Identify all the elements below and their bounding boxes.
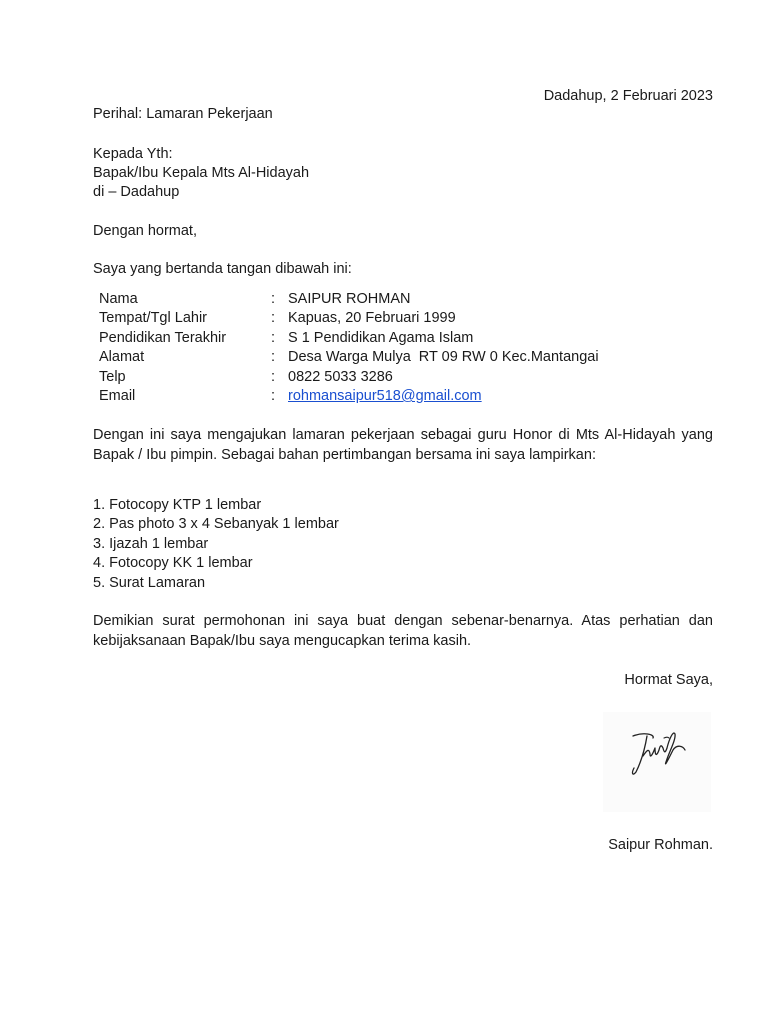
field-label: Nama	[99, 291, 138, 307]
field-value-education: S 1 Pendidikan Agama Islam	[288, 329, 474, 346]
field-label: Pendidikan Terakhir	[99, 329, 227, 346]
signature-icon	[603, 712, 711, 812]
table-row	[99, 387, 599, 406]
table-row	[99, 290, 599, 309]
field-value-name: SAIPUR ROHMAN	[288, 291, 411, 307]
place-date: Dadahup, 2 Februari 2023	[543, 88, 713, 104]
field-label: Alamat	[99, 349, 145, 366]
list-item: 4. Fotocopy KK 1 lembar	[93, 555, 253, 572]
list-item: 5. Surat Lamaran	[93, 574, 206, 591]
field-colon: :	[271, 388, 276, 405]
field-colon: :	[271, 329, 276, 346]
email-link[interactable]: rohmansaipur518@gmail.com	[288, 388, 482, 405]
recipient-location: di – Dadahup	[93, 184, 180, 200]
recipient-name: Bapak/Ibu Kepala Mts Al-Hidayah	[93, 165, 310, 181]
subject-line: Perihal: Lamaran Pekerjaan	[93, 106, 273, 122]
recipient-greeting: Kepada Yth:	[93, 146, 173, 162]
attachment-list	[93, 496, 339, 593]
field-colon: :	[271, 310, 276, 327]
list-item: 1. Fotocopy KTP 1 lembar	[93, 497, 262, 513]
list-item: 3. Ijazah 1 lembar	[93, 535, 209, 552]
signature-image	[603, 712, 711, 812]
field-colon: :	[271, 291, 276, 307]
field-label: Telp	[99, 368, 126, 385]
field-colon: :	[271, 349, 276, 366]
field-label: Tempat/Tgl Lahir	[99, 310, 207, 327]
intro-text: Saya yang bertanda tangan dibawah ini:	[93, 261, 352, 277]
closing-paragraph: Demikian surat permohonan ini saya buat dengan sebenar-benarnya. Atas perhatian dan kebijaksanaan Bapak/Ibu saya mengucapkan terima kasih.	[93, 613, 713, 649]
field-label: Email	[99, 388, 136, 405]
table-row	[99, 309, 599, 328]
table-row	[99, 368, 599, 387]
field-value-birth: Kapuas, 20 Februari 1999	[288, 310, 456, 327]
list-item: 2. Pas photo 3 x 4 Sebanyak 1 lembar	[93, 516, 339, 533]
field-colon: :	[271, 368, 276, 385]
field-value-phone: 0822 5033 3286	[288, 368, 393, 385]
body-paragraph: Dengan ini saya mengajukan lamaran pekerjaan sebagai guru Honor di Mts Al-Hidayah yang Bapak / Ibu pimpin. Sebagai bahan pertimbangan bersama ini saya lampirkan:	[93, 427, 713, 463]
applicant-data-table	[99, 290, 599, 406]
field-value-address: Desa Warga Mulya RT 09 RW 0 Kec.Mantangai	[288, 349, 599, 366]
table-row	[99, 348, 599, 367]
regards-text: Hormat Saya,	[624, 672, 713, 688]
table-row	[99, 329, 599, 348]
field-value-email	[288, 387, 599, 406]
signer-name: Saipur Rohman.	[608, 837, 713, 853]
salutation: Dengan hormat,	[93, 223, 197, 239]
